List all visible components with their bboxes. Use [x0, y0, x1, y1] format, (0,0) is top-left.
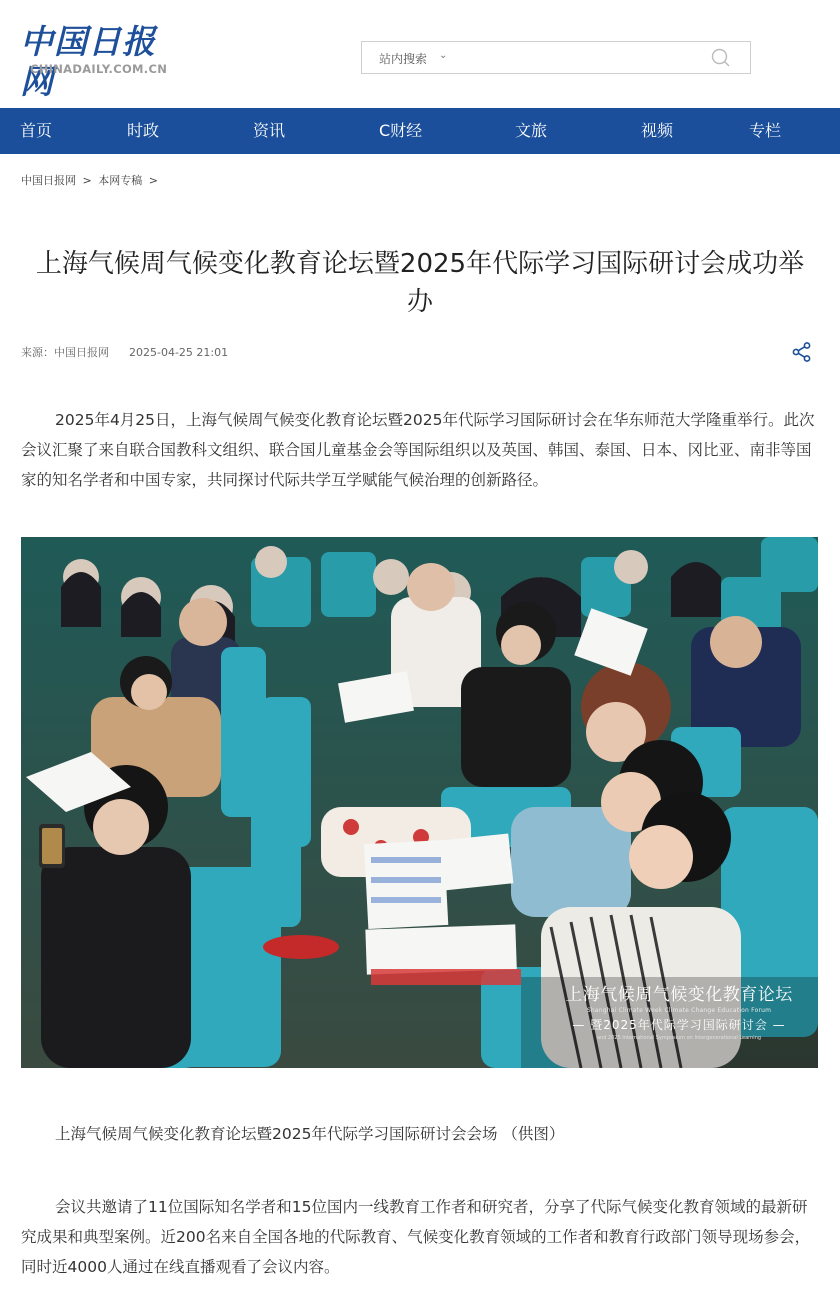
photo-overlay-caption	[554, 984, 804, 1042]
logo-english: CHINADAILY.COM.CN	[30, 62, 168, 76]
nav-item-columns[interactable]: 专栏	[749, 121, 782, 140]
photo-overlay-subtitle: — 暨2025年代际学习国际研讨会 —	[572, 1018, 786, 1032]
share-icon[interactable]	[791, 341, 813, 363]
nav-item-politics[interactable]: 时政	[127, 121, 160, 140]
site-header	[0, 0, 840, 108]
chevron-down-icon[interactable]: ⌄	[439, 50, 448, 61]
breadcrumb-home-link[interactable]: 中国日报网	[21, 174, 76, 187]
article-meta	[21, 344, 228, 360]
breadcrumb-separator: >	[148, 174, 158, 187]
nav-item-news[interactable]: 资讯	[253, 121, 286, 140]
search-box	[361, 41, 751, 74]
breadcrumb	[21, 172, 161, 188]
article-photo	[21, 537, 818, 1068]
main-nav	[0, 108, 840, 154]
search-icon[interactable]	[710, 47, 732, 69]
nav-item-culture-travel[interactable]: 文旅	[515, 121, 548, 140]
photo-overlay-english-sub: and 2025 International Symposium on Intergenerational Learning	[596, 1035, 762, 1041]
article-paragraph: 2025年4月25日，上海气候周气候变化教育论坛暨2025年代际学习国际研讨会在华东师范大学隆重举行。此次会议汇聚了来自联合国教科文组织、联合国儿童基金会等国际组织以及英国、韩国、泰国、日本、冈比亚、南非等国家的知名学者和中国专家，共同探讨代际共学互学赋能气候治理的创新路径。	[21, 411, 815, 489]
article-datetime: 2025-04-25 21:01	[129, 346, 229, 359]
photo-overlay-english: Shanghai Climate Week Climate Change Education Forum	[586, 1007, 772, 1014]
nav-item-home[interactable]: 首页	[20, 121, 53, 140]
breadcrumb-separator: >	[82, 174, 92, 187]
breadcrumb-section-link[interactable]: 本网专稿	[98, 174, 143, 187]
site-logo[interactable]	[20, 22, 180, 101]
nav-item-finance[interactable]: C财经	[379, 121, 423, 140]
search-scope-select[interactable]: 站内搜索	[379, 52, 428, 66]
nav-item-video[interactable]: 视频	[641, 121, 674, 140]
search-input[interactable]	[462, 46, 706, 72]
article-title: 上海气候周气候变化教育论坛暨2025年代际学习国际研讨会成功举办	[35, 249, 805, 318]
photo-overlay-title: 上海气候周气候变化教育论坛	[565, 985, 793, 1005]
article-paragraph: 会议共邀请了11位国际知名学者和15位国内一线教育工作者和研究者，分享了代际气候变化教育领域的最新研究成果和典型案例。近200名来自全国各地的代际教育、气候变化教育领域的工作者和教育行政部门领导现场参会，同时近4000人通过在线直播观看了会议内容。	[21, 1198, 811, 1276]
photo-caption: 上海气候周气候变化教育论坛暨2025年代际学习国际研讨会会场 （供图）	[55, 1125, 565, 1143]
article-source: 来源：中国日报网	[21, 346, 109, 359]
logo-chinese: 中国日报网	[20, 22, 156, 101]
